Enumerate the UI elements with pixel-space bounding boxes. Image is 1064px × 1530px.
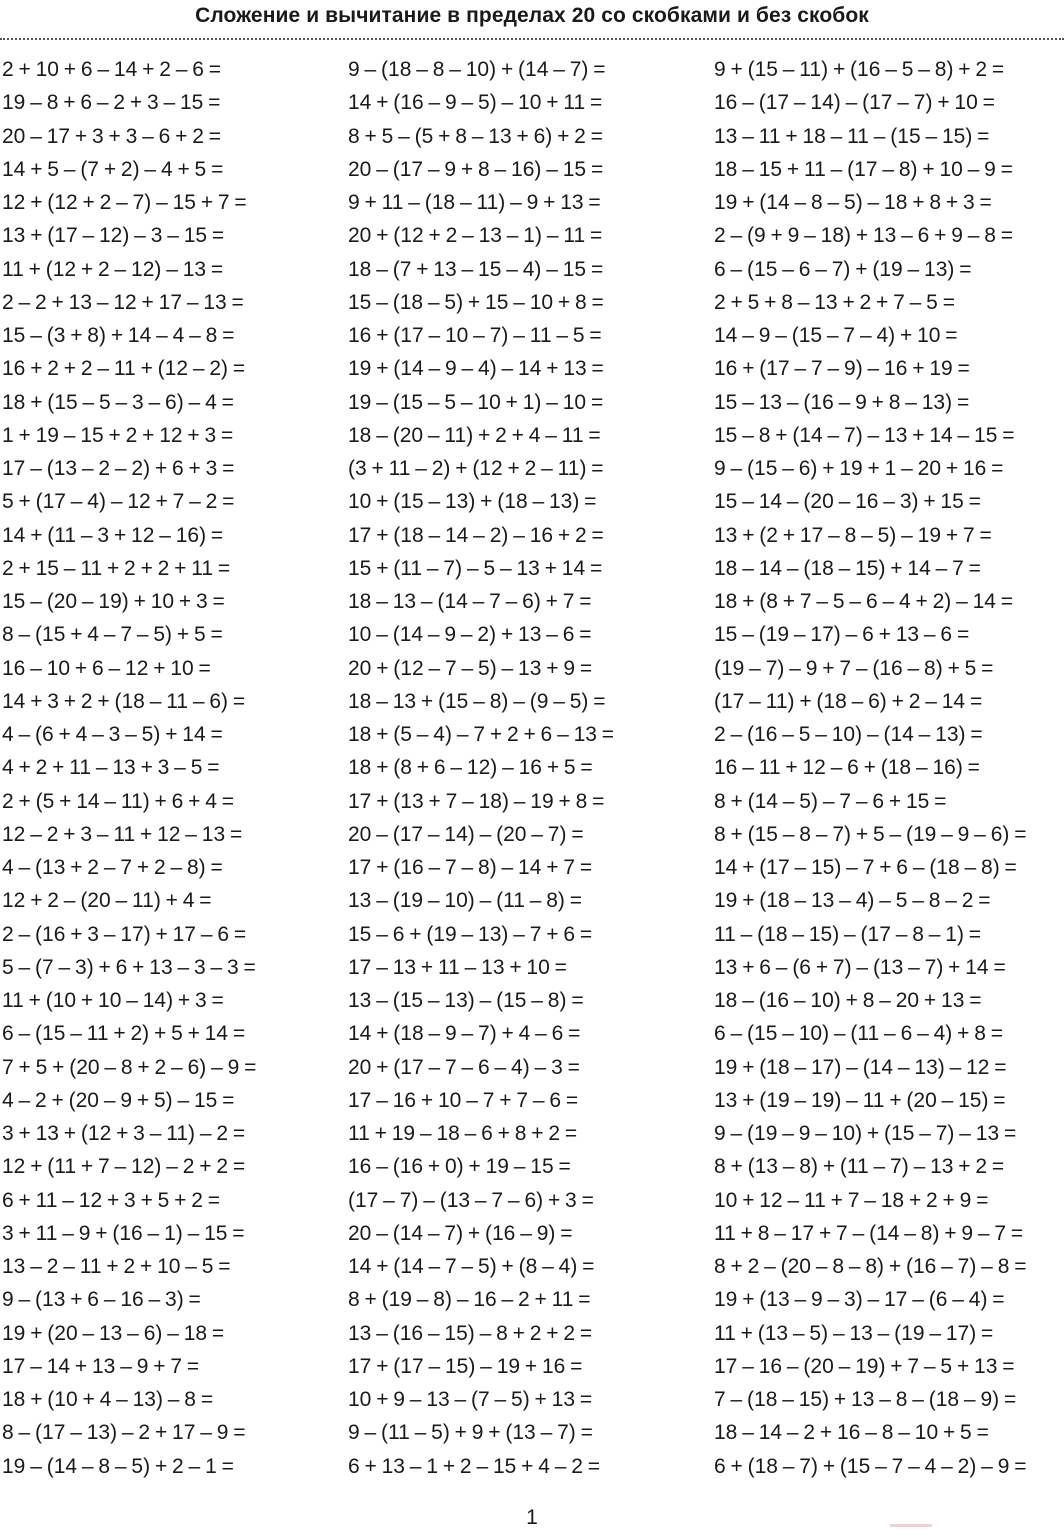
page-title: Сложение и вычитание в пределах 20 со скобками и без скобок [195,4,869,27]
math-expression: 14 + 5 – (7 + 2) – 4 + 5 = [2,157,224,181]
math-expression: 17 – 14 + 13 – 9 + 7 = [2,1354,200,1378]
math-expression: 18 – 14 – (18 – 15) + 14 – 7 = [714,556,981,580]
math-expression: 9 – (19 – 9 – 10) + (15 – 7) – 13 = [714,1122,1017,1145]
math-expression: 2 – (9 + 9 – 18) + 13 – 6 + 9 – 8 = [714,224,1014,248]
exercise-column-2 [348,53,614,1483]
math-expression: 16 + 2 + 2 – 11 + (12 – 2) = [2,357,246,381]
math-expression: 14 + 3 + 2 + (18 – 11 – 6) = [2,689,246,713]
math-expression: 14 + (16 – 9 – 5) – 10 + 11 = [348,91,603,115]
math-expression: 20 + (17 – 7 – 6 – 4) – 3 = [348,1055,580,1079]
math-expression: 18 + (15 – 5 – 3 – 6) – 4 = [2,390,234,414]
math-expression: (17 – 11) + (18 – 6) + 2 – 14 = [714,689,983,713]
math-expression: 15 – (20 – 19) + 10 + 3 = [2,590,225,613]
math-expression: 18 + (10 + 4 – 13) – 8 = [2,1388,214,1411]
math-expression: 11 + (10 + 10 – 14) + 3 = [2,989,224,1012]
math-expression: 12 – 2 + 3 – 11 + 12 – 13 = [2,822,243,846]
math-expression: 18 – 13 + (15 – 8) – (9 – 5) = [348,689,606,713]
math-expression: 6 + 13 – 1 + 2 – 15 + 4 – 2 = [348,1454,601,1478]
math-expression: 9 – (15 – 6) + 19 + 1 – 20 + 16 = [714,457,1004,480]
page-number: 1 [526,1506,538,1529]
math-expression: 15 – 13 – (16 – 9 + 8 – 13) = [714,390,970,414]
math-expression: 15 – 6 + (19 – 13) – 7 + 6 = [348,922,593,946]
math-expression: 10 + 9 – 13 – (7 – 5) + 13 = [348,1388,593,1411]
math-expression: 3 + 11 – 9 + (16 – 1) – 15 = [2,1221,245,1245]
math-expression: 14 + (17 – 15) – 7 + 6 – (18 – 8) = [714,856,1017,879]
math-expression: 11 – (18 – 15) – (17 – 8 – 1) = [714,922,982,946]
math-expression: 9 + 11 – (18 – 11) – 9 + 13 = [348,191,601,214]
exercise-column-1 [2,53,256,1483]
math-expression: 13 – 2 – 11 + 2 + 10 – 5 = [2,1255,231,1278]
math-expression: 14 + (14 – 7 – 5) + (8 – 4) = [348,1255,595,1278]
math-expression: 19 + (20 – 13 – 6) – 18 = [2,1321,225,1345]
title-divider [0,38,1064,40]
exercise-column-3 [714,53,1026,1483]
math-expression: 4 – (13 + 2 – 7 + 2 – 8) = [2,856,223,879]
math-expression: 18 – 15 + 11 – (17 – 8) + 10 – 9 = [714,157,1013,181]
math-expression: 19 + (14 – 8 – 5) – 18 + 8 + 3 = [714,191,992,214]
math-expression: 2 + 10 + 6 – 14 + 2 – 6 = [2,58,222,81]
math-expression: 2 + (5 + 14 – 11) + 6 + 4 = [2,789,235,813]
math-expression: 4 – 2 + (20 – 9 + 5) – 15 = [2,1088,235,1112]
math-expression: 14 – 9 – (15 – 7 – 4) + 10 = [714,324,958,347]
math-expression: 13 – (16 – 15) – 8 + 2 + 2 = [348,1321,593,1345]
math-expression: 8 + (15 – 8 – 7) + 5 – (19 – 9 – 6) = [714,822,1027,846]
math-expression: 8 + (13 – 8) + (11 – 7) – 13 + 2 = [714,1155,1005,1179]
math-expression: 7 – (18 – 15) + 13 – 8 – (18 – 9) = [714,1388,1017,1411]
math-expression: 10 + (15 – 13) + (18 – 13) = [348,490,597,514]
math-expression: 15 – (3 + 8) + 14 – 4 – 8 = [2,324,235,347]
math-expression: 14 + (18 – 9 – 7) + 4 – 6 = [348,1022,581,1046]
math-expression: 6 – (15 – 11 + 2) + 5 + 14 = [2,1022,246,1046]
corner-mark [890,1524,932,1527]
math-expression: 5 + (17 – 4) – 12 + 7 – 2 = [2,490,235,514]
math-expression: 11 + 19 – 18 – 6 + 8 + 2 = [348,1122,578,1145]
math-expression: 10 + 12 – 11 + 7 – 18 + 2 + 9 = [714,1188,989,1212]
math-expression: 17 – 16 – (20 – 19) + 7 – 5 + 13 = [714,1354,1015,1378]
math-expression: 19 – (14 – 8 – 5) + 2 – 1 = [2,1454,234,1478]
exercise-columns [0,53,1064,1493]
math-expression: 18 – 14 – 2 + 16 – 8 – 10 + 5 = [714,1421,989,1445]
math-expression: 19 + (18 – 17) – (14 – 13) – 12 = [714,1055,1007,1079]
math-expression: 19 – 8 + 6 – 2 + 3 – 15 = [2,91,221,115]
math-expression: 20 + (12 + 2 – 13 – 1) – 11 = [348,224,603,248]
math-expression: 20 – (17 – 9 + 8 – 16) – 15 = [348,157,604,181]
math-expression: 13 – (19 – 10) – (11 – 8) = [348,889,583,913]
math-expression: 12 + 2 – (20 – 11) + 4 = [2,889,212,913]
math-expression: 17 – (13 – 2 – 2) + 6 + 3 = [2,457,235,480]
math-expression: 15 – (19 – 17) – 6 + 13 – 6 = [714,623,970,647]
math-expression: 16 – (17 – 14) – (17 – 7) + 10 = [714,91,995,115]
math-expression: 9 – (13 + 6 – 16 – 3) = [2,1288,201,1312]
math-expression: 4 – (6 + 4 – 3 – 5) + 14 = [2,723,223,746]
math-expression: 16 + (17 – 7 – 9) – 16 + 19 = [714,357,970,381]
math-expression: 6 – (15 – 6 – 7) + (19 – 13) = [714,257,972,281]
math-expression: 8 + 2 – (20 – 8 – 8) + (16 – 7) – 8 = [714,1255,1027,1278]
math-expression: 8 + (19 – 8) – 16 – 2 + 11 = [348,1288,591,1312]
math-expression: 16 – (16 + 0) + 19 – 15 = [348,1155,571,1179]
math-expression: 13 + 6 – (6 + 7) – (13 – 7) + 14 = [714,955,1006,979]
math-expression: 20 + (12 – 7 – 5) – 13 + 9 = [348,656,593,680]
math-expression: 18 – (7 + 13 – 15 – 4) – 15 = [348,257,604,281]
math-expression: 19 – (15 – 5 – 10 + 1) – 10 = [348,390,604,414]
math-expression: 6 + (18 – 7) + (15 – 7 – 4 – 2) – 9 = [714,1454,1027,1478]
math-expression: 18 + (8 + 7 – 5 – 6 – 4 + 2) – 14 = [714,590,1014,613]
math-expression: 10 – (14 – 9 – 2) + 13 – 6 = [348,623,592,647]
math-expression: 2 – (16 – 5 – 10) – (14 – 13) = [714,723,983,746]
math-expression: 17 + (13 + 7 – 18) – 19 + 8 = [348,789,605,813]
math-expression: 6 + 11 – 12 + 3 + 5 + 2 = [2,1188,221,1212]
math-expression: 2 – (16 + 3 – 17) + 17 – 6 = [2,922,247,946]
math-expression: 18 – (20 – 11) + 2 + 4 – 11 = [348,423,601,447]
math-expression: 12 + (11 + 7 – 12) – 2 + 2 = [2,1155,246,1179]
math-expression: 8 – (17 – 13) – 2 + 17 – 9 = [2,1421,246,1445]
math-expression: 15 – 14 – (20 – 16 – 3) + 15 = [714,490,981,514]
math-expression: 15 – 8 + (14 – 7) – 13 + 14 – 15 = [714,423,1015,447]
math-expression: 6 – (15 – 10) – (11 – 6 – 4) + 8 = [714,1022,1003,1046]
math-expression: 20 – 17 + 3 + 3 – 6 + 2 = [2,124,222,148]
math-expression: 18 + (5 – 4) – 7 + 2 + 6 – 13 = [348,723,615,746]
math-expression: 16 + (17 – 10 – 7) – 11 – 5 = [348,324,602,347]
math-expression: 4 + 2 + 11 – 13 + 3 – 5 = [2,756,220,780]
math-expression: 14 + (11 – 3 + 12 – 16) = [2,523,224,547]
math-expression: 9 – (11 – 5) + 9 + (13 – 7) = [348,1421,593,1445]
math-expression: 20 – (17 – 14) – (20 – 7) = [348,822,584,846]
math-expression: 18 – (16 – 10) + 8 – 20 + 13 = [714,989,982,1012]
math-expression: 7 + 5 + (20 – 8 + 2 – 6) – 9 = [2,1055,257,1079]
math-expression: 19 + (13 – 9 – 3) – 17 – (6 – 4) = [714,1288,1005,1312]
math-expression: 9 + (15 – 11) + (16 – 5 – 8) + 2 = [714,58,1005,81]
math-expression: 8 – (15 + 4 – 7 – 5) + 5 = [2,623,223,647]
math-expression: 13 – 11 + 18 – 11 – (15 – 15) = [714,124,990,148]
math-expression: 11 + 8 – 17 + 7 – (14 – 8) + 9 – 7 = [714,1221,1024,1245]
math-expression: 17 – 16 + 10 – 7 + 7 – 6 = [348,1088,579,1112]
math-expression: 8 + (14 – 5) – 7 – 6 + 15 = [714,789,947,813]
math-expression: 18 + (8 + 6 – 12) – 16 + 5 = [348,756,593,780]
math-expression: 12 + (12 + 2 – 7) – 15 + 7 = [2,191,247,214]
math-expression: 13 + (19 – 19) – 11 + (20 – 15) = [714,1088,1006,1112]
math-expression: 13 – (15 – 13) – (15 – 8) = [348,989,584,1012]
math-expression: 17 + (17 – 15) – 19 + 16 = [348,1354,583,1378]
math-expression: 15 – (18 – 5) + 15 – 10 + 8 = [348,290,604,314]
math-expression: (19 – 7) – 9 + 7 – (16 – 8) + 5 = [714,656,994,680]
math-expression: 19 + (18 – 13 – 4) – 5 – 8 – 2 = [714,889,991,913]
math-expression: 11 + (13 – 5) – 13 – (19 – 17) = [714,1321,994,1345]
math-expression: 17 – 13 + 11 – 13 + 10 = [348,955,567,979]
math-expression: 5 – (7 – 3) + 6 + 13 – 3 – 3 = [2,955,256,979]
math-expression: 19 + (14 – 9 – 4) – 14 + 13 = [348,357,604,381]
math-expression: 2 – 2 + 13 – 12 + 17 – 13 = [2,290,244,314]
math-expression: (3 + 11 – 2) + (12 + 2 – 11) = [348,457,604,480]
math-expression: (17 – 7) – (13 – 7 – 6) + 3 = [348,1188,594,1212]
math-expression: 9 – (18 – 8 – 10) + (14 – 7) = [348,58,606,81]
math-expression: 11 + (12 + 2 – 12) – 13 = [2,257,224,281]
math-expression: 2 + 15 – 11 + 2 + 2 + 11 = [2,556,231,580]
math-expression: 2 + 5 + 8 – 13 + 2 + 7 – 5 = [714,290,955,314]
math-expression: 13 + (2 + 17 – 8 – 5) – 19 + 7 = [714,523,992,547]
math-expression: 17 + (16 – 7 – 8) – 14 + 7 = [348,856,593,879]
math-expression: 16 – 11 + 12 – 6 + (18 – 16) = [714,756,980,780]
math-expression: 18 – 13 – (14 – 7 – 6) + 7 = [348,590,592,613]
math-expression: 1 + 19 – 15 + 2 + 12 + 3 = [2,423,234,447]
math-expression: 8 + 5 – (5 + 8 – 13 + 6) + 2 = [348,124,603,148]
math-expression: 3 + 13 + (12 + 3 – 11) – 2 = [2,1122,246,1145]
math-expression: 17 + (18 – 14 – 2) – 16 + 2 = [348,523,604,547]
math-expression: 15 + (11 – 7) – 5 – 13 + 14 = [348,556,603,580]
math-expression: 20 – (14 – 7) + (16 – 9) = [348,1221,573,1245]
math-expression: 13 + (17 – 12) – 3 – 15 = [2,224,225,248]
math-expression: 16 – 10 + 6 – 12 + 10 = [2,656,211,680]
